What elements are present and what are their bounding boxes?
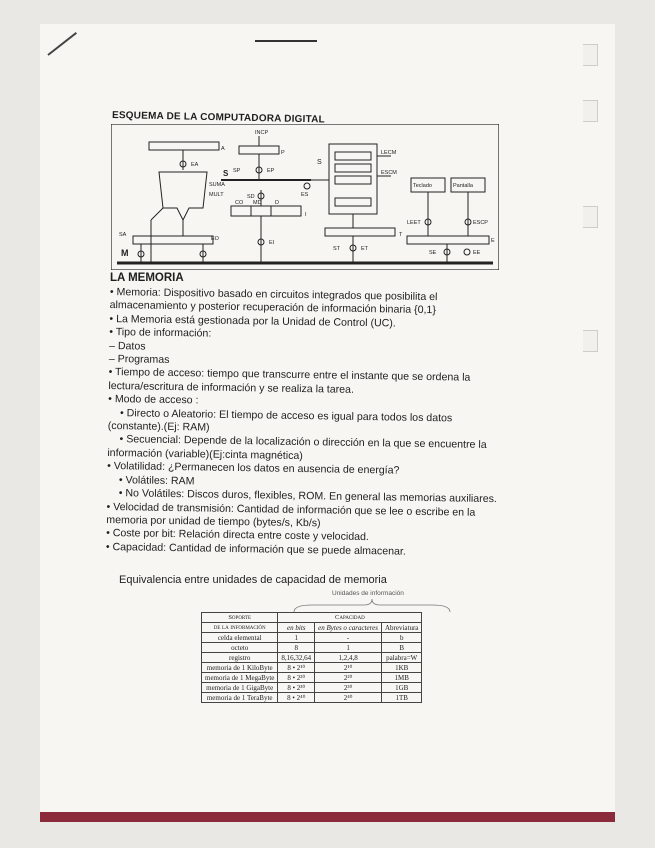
- svg-text:MD: MD: [253, 200, 262, 206]
- diagram-label: A: [221, 146, 225, 152]
- brace-icon: [292, 597, 452, 613]
- text-line: • Memoria: Dispositivo basado en circuitos integrados que posibilita el: [109, 286, 438, 304]
- svg-text:D: D: [275, 200, 279, 206]
- svg-text:ESCM: ESCM: [381, 170, 397, 176]
- col-soporte-sub: de la información: [202, 623, 278, 633]
- svg-text:Teclado: Teclado: [413, 183, 432, 189]
- table-edge: [40, 812, 615, 822]
- col-capacidad: Capacidad: [278, 613, 422, 623]
- equivalencia-title: Equivalencia entre unidades de capacidad de memoria: [119, 574, 387, 586]
- text-line: – Datos: [108, 339, 146, 353]
- table-row: memoria de 1 GigaByte 8 • 2³⁰ 2³⁰ 1GB: [202, 683, 422, 693]
- table-row: celda elemental 1 - b: [202, 633, 422, 643]
- table-row: octeto 8 1 B: [202, 643, 422, 653]
- register-o: [133, 236, 213, 244]
- svg-text:E: E: [491, 238, 495, 244]
- svg-text:CO: CO: [235, 200, 244, 206]
- memoria-title: LA MEMORIA: [110, 272, 184, 284]
- svg-text:S: S: [223, 169, 229, 178]
- text-line: • Volatilidad: ¿Permanecen los datos en ausencia de energía?: [107, 460, 400, 477]
- text-line: almacenamiento y posterior recuperación de información binaria {0,1}: [109, 299, 436, 317]
- svg-text:T: T: [399, 232, 403, 238]
- memoria-text: [106, 286, 520, 561]
- table-row: memoria de 1 MegaByte 8 • 2²⁰ 2²⁰ 1MB: [202, 673, 422, 683]
- text-line: • Modo de acceso :: [108, 393, 199, 407]
- text-line: • Tipo de información:: [109, 326, 212, 340]
- svg-text:Pantalla: Pantalla: [453, 183, 473, 189]
- binder-tab: [583, 44, 598, 66]
- text-line: • Capacidad: Cantidad de información que se puede almacenar.: [105, 540, 406, 558]
- register-e: [407, 236, 489, 244]
- alu-icon: [159, 172, 207, 220]
- text-line: información (variable)(Ej:cinta magnética): [107, 446, 303, 462]
- text-line: – Programas: [108, 353, 170, 366]
- col-bytes: en Bytes o caracteres: [315, 623, 382, 633]
- top-rule: [255, 40, 317, 42]
- text-line: (constante).(Ej: RAM): [107, 420, 210, 434]
- register-i: [231, 206, 301, 216]
- diagram-title: ESQUEMA DE LA COMPUTADORA DIGITAL: [111, 110, 325, 126]
- svg-text:M: M: [121, 248, 129, 258]
- svg-text:SD: SD: [247, 194, 255, 200]
- binder-tab: [583, 206, 598, 228]
- svg-text:ST: ST: [333, 246, 341, 252]
- col-bits: en bits: [278, 623, 315, 633]
- text-line: • Directo o Aleatorio: El tiempo de acceso es igual para todos los datos: [119, 406, 453, 425]
- svg-text:I: I: [305, 212, 307, 218]
- svg-text:S: S: [317, 159, 322, 166]
- col-abrev: Abreviatura: [381, 623, 421, 633]
- svg-text:ESCP: ESCP: [473, 220, 488, 226]
- text-line: • No Volátiles: Discos duros, flexibles, ROM. En general las memorias auxiliares.: [118, 487, 497, 506]
- svg-text:SUMA: SUMA: [209, 182, 225, 188]
- table-row: memoria de 1 TeraByte 8 • 2⁴⁰ 2⁴⁰ 1TB: [202, 693, 422, 703]
- text-line: memoria por unidad de tiempo (bytes/s, Kb/s): [106, 513, 321, 530]
- text-line: • La Memoria está gestionada por la Unidad de Control (UC).: [109, 312, 396, 330]
- capacity-table: [201, 612, 422, 703]
- memory-block: [329, 144, 377, 214]
- text-line: • Secuencial: Depende de la localización o dirección en la que se encuentre la: [119, 433, 487, 452]
- col-soporte: Soporte: [202, 613, 278, 623]
- table-row: registro 8,16,32,64 1,2,4,8 palabra=W: [202, 653, 422, 663]
- register-p: [239, 146, 279, 154]
- register-a: [149, 142, 219, 150]
- text-line: • Coste por bit: Relación directa entre coste y velocidad.: [106, 527, 369, 544]
- svg-text:SP: SP: [233, 168, 241, 174]
- binder-tab: [583, 330, 598, 352]
- binder-tab: [583, 100, 598, 122]
- svg-text:EP: EP: [267, 168, 275, 174]
- text-line: • Tiempo de acceso: tiempo que transcurre entre el instante que se ordena la: [108, 366, 471, 385]
- computer-diagram: [111, 124, 499, 270]
- svg-text:SE: SE: [429, 250, 437, 256]
- svg-text:EE: EE: [473, 250, 481, 256]
- text-line: • Volátiles: RAM: [118, 473, 195, 488]
- svg-text:EI: EI: [269, 240, 275, 246]
- svg-text:MULT: MULT: [209, 192, 224, 198]
- svg-text:ET: ET: [361, 246, 369, 252]
- table-row: memoria de 1 KiloByte 8 • 2¹⁰ 2¹⁰ 1KB: [202, 663, 422, 673]
- text-line: • Velocidad de transmisión: Cantidad de información que se lee o escribe en la: [106, 500, 476, 519]
- svg-text:EA: EA: [191, 162, 199, 168]
- svg-text:LEET: LEET: [407, 220, 421, 226]
- register-t: [325, 228, 395, 236]
- svg-text:SA: SA: [119, 232, 127, 238]
- text-line: lectura/escritura de información y se realiza la tarea.: [108, 379, 355, 396]
- svg-text:ES: ES: [301, 192, 309, 198]
- svg-text:P: P: [281, 150, 285, 156]
- svg-text:LECM: LECM: [381, 150, 397, 156]
- unidades-label: Unidades de información: [332, 590, 404, 597]
- svg-text:EO: EO: [211, 236, 219, 242]
- svg-text:INCP: INCP: [255, 130, 269, 136]
